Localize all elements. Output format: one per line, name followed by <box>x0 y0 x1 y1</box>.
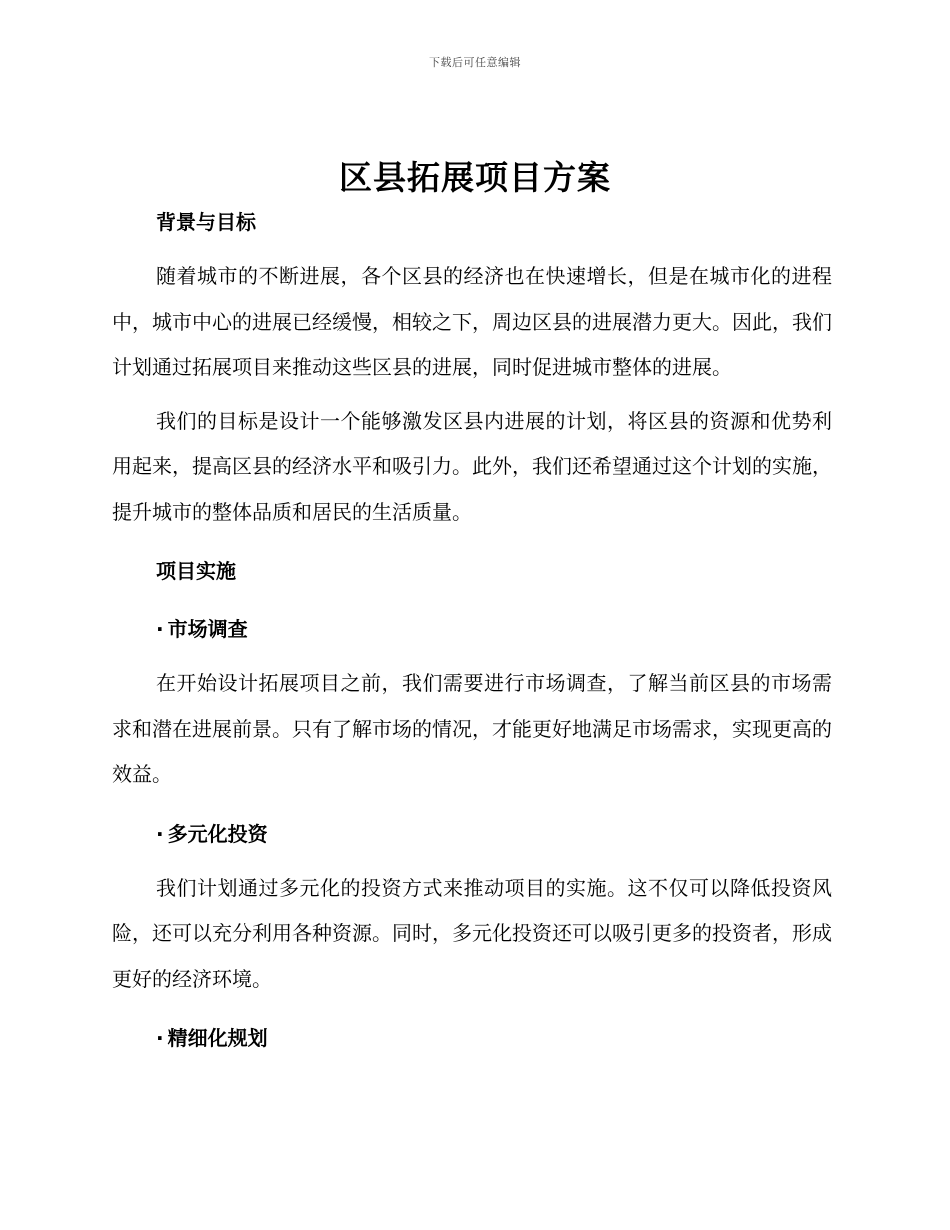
bullet-heading-diversified-investment <box>112 812 832 856</box>
bullet-title: 精细化规划 <box>167 1026 268 1050</box>
page-header-note: 下载后可任意编辑 <box>429 56 521 69</box>
bullet-heading-market-survey <box>112 607 832 651</box>
section-heading-background: 背景与目标 <box>156 210 256 234</box>
bullet-heading-refined-planning <box>112 1016 832 1060</box>
document-body <box>112 200 832 1060</box>
background-paragraph-1: 随着城市的不断进展，各个区县的经济也在快速增长，但是在城市化的进程中，城市中心的进展已经缓慢，相较之下，周边区县的进展潜力更大。因此，我们计划通过拓展项目来推动这些区县的进展，同时促进城市整体的进展。 <box>112 264 832 379</box>
bullet-dot: · <box>156 617 164 641</box>
document-title: 区县拓展项目方案 <box>339 158 611 197</box>
bullet-title: 市场调查 <box>167 617 248 641</box>
bullet-dot: · <box>156 821 164 846</box>
bullet-title: 多元化投资 <box>167 821 268 846</box>
background-paragraph-2: 我们的目标是设计一个能够激发区县内进展的计划，将区县的资源和优势利用起来，提高区县的经济水平和吸引力。此外，我们还希望通过这个计划的实施，提升城市的整体品质和居民的生活质量。 <box>112 408 832 524</box>
section-heading-implementation: 项目实施 <box>156 559 236 583</box>
market-survey-paragraph: 在开始设计拓展项目之前，我们需要进行市场调查，了解当前区县的市场需求和潜在进展前景。只有了解市场的情况，才能更好地满足市场需求，实现更高的效益。 <box>112 671 832 786</box>
bullet-dot: · <box>156 1026 164 1050</box>
diversified-investment-paragraph: 我们计划通过多元化的投资方式来推动项目的实施。这不仅可以降低投资风险，还可以充分利用各种资源。同时，多元化投资还可以吸引更多的投资者，形成更好的经济环境。 <box>112 875 832 991</box>
